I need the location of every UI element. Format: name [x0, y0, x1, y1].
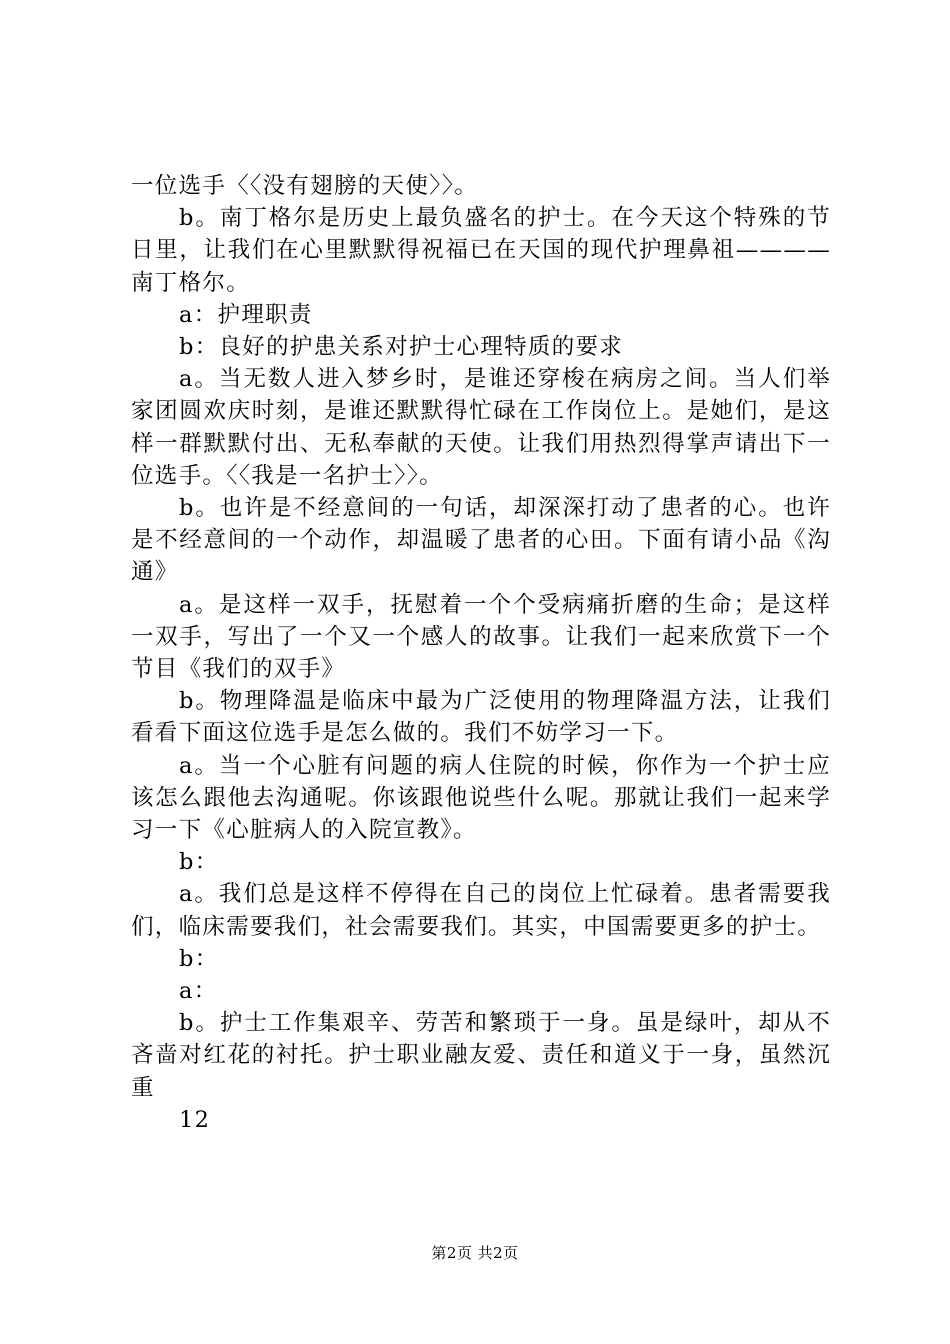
paragraph-2: b。南丁格尔是历史上最负盛名的护士。在今天这个特殊的节日里，让我们在心里默默得祝福已在天国的现代护理鼻祖————南丁格尔。 — [131, 205, 831, 296]
paragraph-6: b。也许是不经意间的一句话，却深深打动了患者的心。也许是不经意间的一个动作，却温暖了患者的心田。下面有请小品《沟通》 — [131, 495, 831, 586]
paragraph-14: b。护士工作集艰辛、劳苦和繁琐于一身。虽是绿叶，却从不吝啬对红花的衬托。护士职业融友爱、责任和道义于一身，虽然沉重 — [131, 1010, 831, 1101]
paragraph-10: b： — [179, 849, 219, 876]
paragraph-12: b： — [179, 945, 219, 972]
page-footer: 第2页 共2页 — [431, 1244, 519, 1262]
paragraph-8: b。物理降温是临床中最为广泛使用的物理降温方法，让我们看看下面这位选手是怎么做的。我们不妨学习一下。 — [131, 688, 831, 747]
paragraph-1: 一位选手〈〈没有翅膀的天使〉〉。 — [131, 173, 479, 199]
document-body — [131, 170, 831, 1136]
paragraph-11: a。我们总是这样不停得在自己的岗位上忙碌着。患者需要我们，临床需要我们，社会需要我们。其实，中国需要更多的护士。 — [131, 881, 831, 940]
paragraph-9: a。当一个心脏有问题的病人住院的时候，你作为一个护士应该怎么跟他去沟通呢。你该跟他说些什么呢。那就让我们一起来学习一下《心脏病人的入院宣教》。 — [131, 752, 831, 844]
paragraph-5: a。当无数人进入梦乡时，是谁还穿梭在病房之间。当人们举家团圆欢庆时刻，是谁还默默得忙碌在工作岗位上。是她们，是这样一群默默付出、无私奉献的天使。让我们用热烈得掌声请出下一位选手。〈〈我是一名护士〉〉。 — [131, 366, 831, 489]
paragraph-4: b：良好的护患关系对护士心理特质的要求 — [179, 334, 624, 361]
paragraph-13: a： — [179, 978, 218, 1005]
paragraph-3: a：护理职责 — [179, 301, 313, 328]
paragraph-7: a。是这样一双手，抚慰着一个个受病痛折磨的生命；是这样一双手，写出了一个又一个感人的故事。让我们一起来欣赏下一个节目《我们的双手》 — [131, 591, 831, 683]
paragraph-15: 12 — [179, 1106, 211, 1133]
